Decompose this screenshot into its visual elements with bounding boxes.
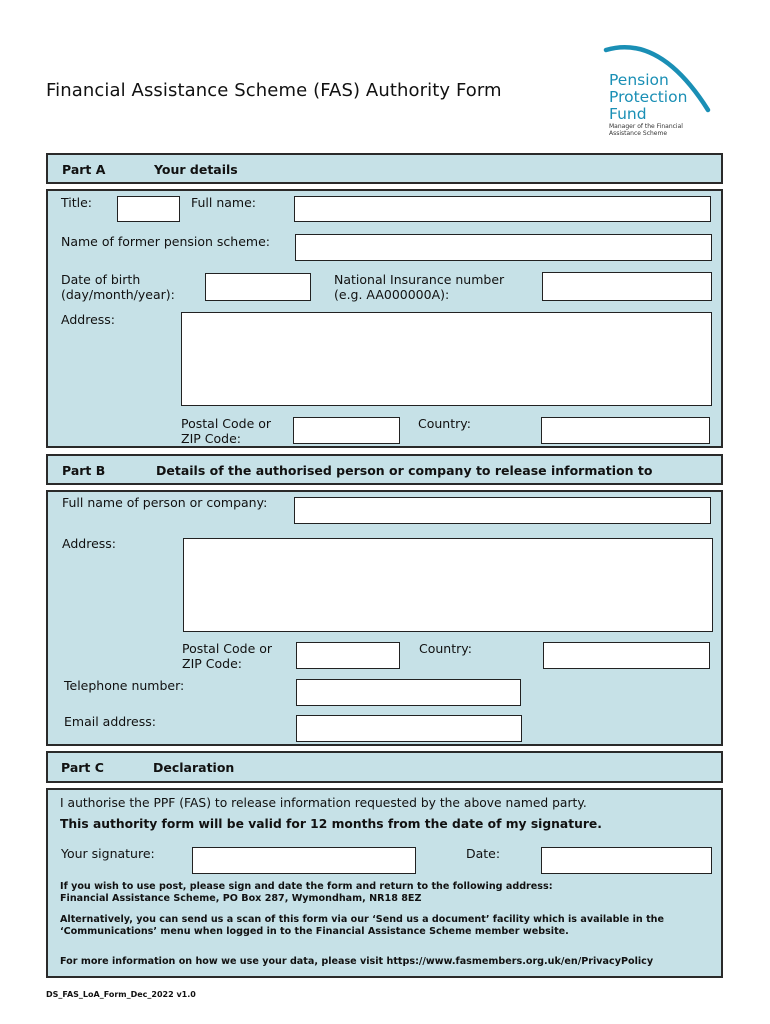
logo-subtitle: Manager of the Financial Assistance Scheme (609, 123, 683, 137)
authorised-country-label: Country: (419, 641, 472, 656)
part-b-heading: Details of the authorised person or company to release information to (156, 463, 653, 478)
page-title: Financial Assistance Scheme (FAS) Authority Form (46, 80, 502, 101)
authorised-postal-label: Postal Code or ZIP Code: (182, 641, 273, 671)
part-c-section (46, 788, 723, 978)
part-a-label: Part A (62, 162, 106, 177)
telephone-label: Telephone number: (64, 678, 185, 693)
part-b-section (46, 490, 723, 746)
email-field[interactable] (296, 715, 522, 742)
telephone-field[interactable] (296, 679, 521, 706)
part-a-heading: Your details (154, 162, 238, 177)
full-name-label: Full name: (191, 195, 257, 210)
country-field[interactable] (541, 417, 710, 444)
post-instructions: If you wish to use post, please sign and date the form and return to the following address: Financial Assistance Scheme, PO Box 287, Wymondham, NR18 8EZ (60, 881, 553, 904)
part-c-label: Part C (61, 760, 104, 775)
country-label: Country: (418, 416, 471, 431)
address-field[interactable] (181, 312, 712, 406)
postal-code-label: Postal Code or ZIP Code: (181, 416, 272, 446)
postal-code-field[interactable] (293, 417, 400, 444)
scan-instructions: Alternatively, you can send us a scan of this form via our ‘Send us a document’ facility which is available in the ‘Communications’ menu when logged in to the Financial Assistance Scheme member website. (60, 914, 664, 937)
part-b-header (46, 454, 723, 485)
authorised-name-label: Full name of person or company: (62, 495, 268, 510)
privacy-notice: For more information on how we use your data, please visit https://www.fasmembers.org.uk/en/PrivacyPolicy (60, 956, 654, 967)
date-label: Date: (466, 846, 501, 861)
authorised-address-field[interactable] (183, 538, 713, 632)
ni-number-label: National Insurance number (e.g. AA000000A): (334, 272, 505, 302)
dob-label: Date of birth (day/month/year): (61, 272, 175, 302)
authorised-country-field[interactable] (543, 642, 710, 669)
signature-label: Your signature: (61, 846, 155, 861)
authorised-address-label: Address: (62, 536, 116, 551)
title-field[interactable] (117, 196, 180, 222)
pension-scheme-label: Name of former pension scheme: (61, 234, 270, 249)
dob-field[interactable] (205, 273, 311, 301)
logo-text-pension: Pension (609, 71, 669, 89)
signature-field[interactable] (192, 847, 416, 874)
date-field[interactable] (541, 847, 712, 874)
email-label: Email address: (64, 714, 156, 729)
part-a-section (46, 189, 723, 448)
address-label: Address: (61, 312, 115, 327)
authorised-name-field[interactable] (294, 497, 711, 524)
ni-number-field[interactable] (542, 272, 712, 301)
validity-text: This authority form will be valid for 12 months from the date of my signature. (60, 817, 602, 831)
part-c-header (46, 751, 723, 783)
full-name-field[interactable] (294, 196, 711, 222)
part-c-heading: Declaration (153, 760, 235, 775)
title-label: Title: (61, 195, 92, 210)
authorise-text: I authorise the PPF (FAS) to release information requested by the above named party. (60, 796, 587, 810)
logo-text-protection: Protection (609, 88, 688, 106)
part-b-label: Part B (62, 463, 106, 478)
form-code-footer: DS_FAS_LoA_Form_Dec_2022 v1.0 (46, 990, 196, 999)
authorised-postal-field[interactable] (296, 642, 400, 669)
pension-scheme-field[interactable] (295, 234, 712, 261)
logo-text-fund: Fund (609, 105, 647, 123)
part-a-header (46, 153, 723, 184)
